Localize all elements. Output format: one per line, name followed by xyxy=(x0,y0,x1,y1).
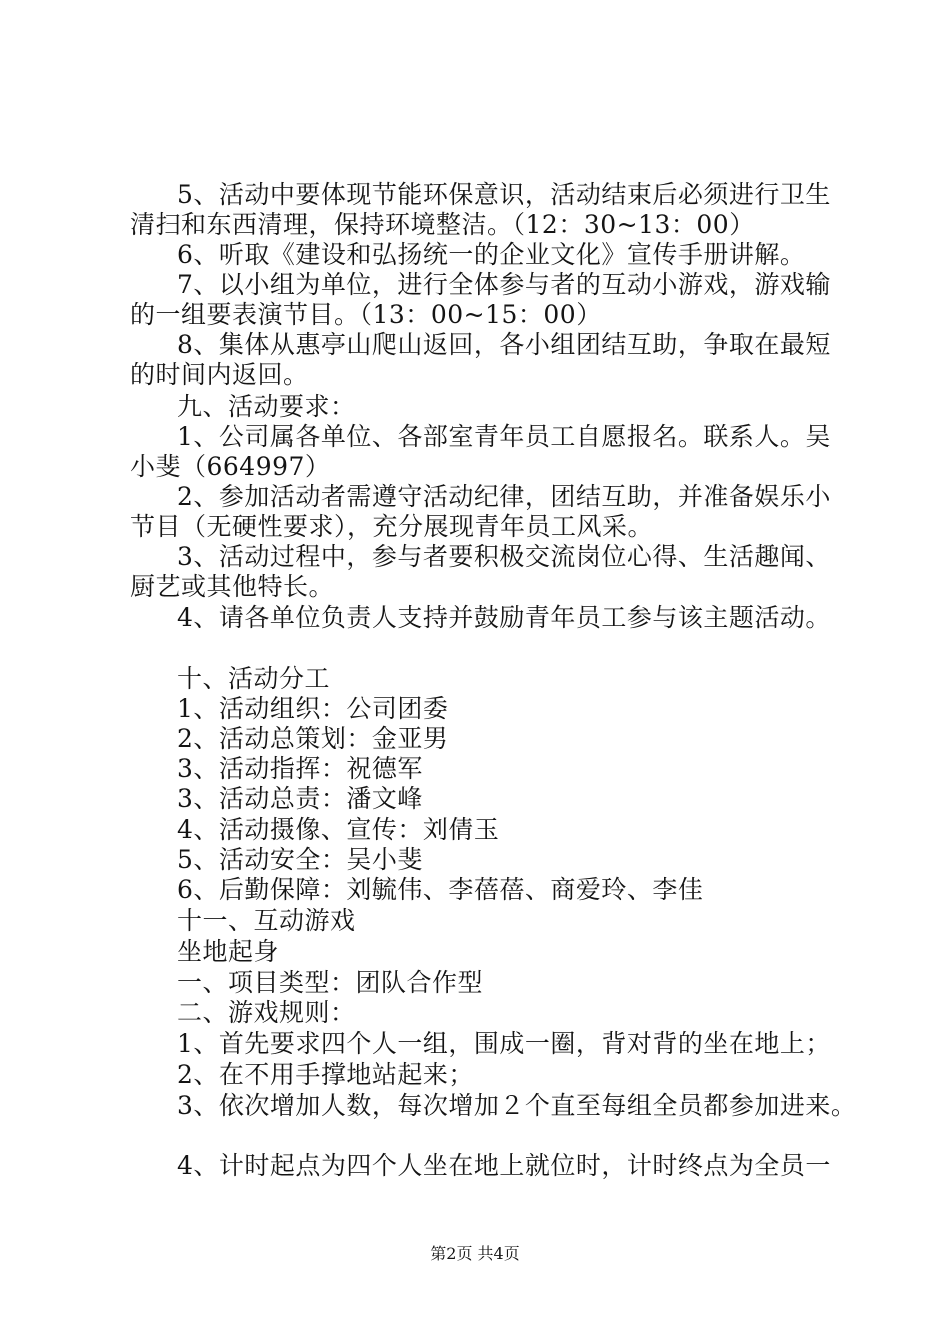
text-line: 1、首先要求四个人一组，围成一圈，背对背的坐在地上； xyxy=(177,1029,831,1058)
section-heading: 十、活动分工 xyxy=(177,664,331,693)
text-line: 节目（无硬性要求），充分展现青年员工风采。 xyxy=(130,512,654,541)
text-line: 2、在不用手撑地站起来； xyxy=(177,1060,474,1089)
text-line: 二、游戏规则： xyxy=(177,998,356,1027)
text-line: 3、依次增加人数，每次增加２个直至每组全员都参加进来。 xyxy=(177,1091,857,1120)
text-line: 3、活动过程中，参与者要积极交流岗位心得、生活趣闻、 xyxy=(177,542,831,571)
text-line: 小斐（664997） xyxy=(130,452,331,481)
text-line: 5、活动安全：吴小斐 xyxy=(177,845,423,874)
text-line: 的时间内返回。 xyxy=(130,360,309,389)
text-line: 2、参加活动者需遵守活动纪律，团结互助，并准备娱乐小 xyxy=(177,482,831,511)
text-line: 4、活动摄像、宣传：刘倩玉 xyxy=(177,815,500,844)
section-heading: 十一、互动游戏 xyxy=(177,906,356,935)
text-line: 3、活动指挥：祝德军 xyxy=(177,754,423,783)
text-line: 的一组要表演节目。（13：00~15：00） xyxy=(130,300,602,329)
text-line: 4、计时起点为四个人坐在地上就位时，计时终点为全员一 xyxy=(177,1151,831,1180)
game-title: 坐地起身 xyxy=(177,937,280,966)
text-line: 清扫和东西清理，保持环境整洁。（12：30~13：00） xyxy=(130,210,755,239)
text-line: 6、听取《建设和弘扬统一的企业文化》宣传手册讲解。 xyxy=(177,240,806,269)
text-line: 3、活动总责：潘文峰 xyxy=(177,784,423,813)
page-number-footer: 第2页 共4页 xyxy=(430,1244,520,1263)
text-line: 6、后勤保障：刘毓伟、李蓓蓓、商爱玲、李佳 xyxy=(177,875,704,904)
text-line: 2、活动总策划：金亚男 xyxy=(177,724,449,753)
text-line: 厨艺或其他特长。 xyxy=(130,572,335,601)
text-line: 7、以小组为单位，进行全体参与者的互动小游戏，游戏输 xyxy=(177,270,831,299)
text-line: 1、公司属各单位、各部室青年员工自愿报名。联系人。吴 xyxy=(177,422,831,451)
text-line: 8、集体从惠亭山爬山返回，各小组团结互助，争取在最短 xyxy=(177,330,831,359)
section-heading: 九、活动要求： xyxy=(177,392,356,421)
text-line: 一、项目类型：团队合作型 xyxy=(177,968,484,997)
text-line: 4、请各单位负责人支持并鼓励青年员工参与该主题活动。 xyxy=(177,603,831,632)
text-line: 5、活动中要体现节能环保意识，活动结束后必须进行卫生 xyxy=(177,180,831,209)
text-line: 1、活动组织：公司团委 xyxy=(177,694,449,723)
